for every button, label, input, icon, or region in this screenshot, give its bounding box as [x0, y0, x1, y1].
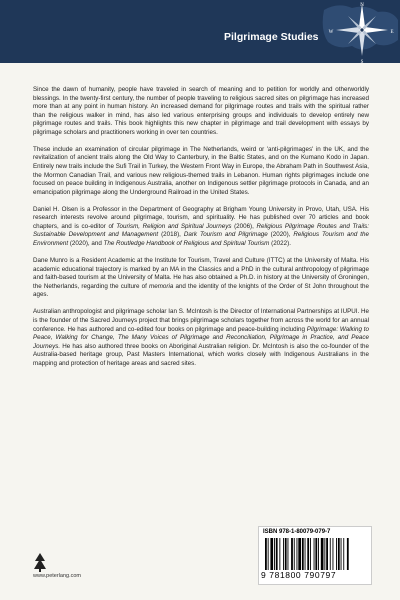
book-title: Dark Tourism and Pilgrimage — [183, 231, 268, 239]
blurb-paragraph-1: Since the dawn of humanity, people have traveled in search of meaning and to petition for worldly and otherworldly blessings. In the twenty-first century, the number of people traveling to religious sacred sites on pilgrimage has increased more than at any point in human history. An increased demand for pilgrimage routes and trails with the spiritual rather than the religious walker in mind, has also led various enterprising groups and individuals to develop entirely new pilgrimage routes and trails. This book highlights this new chapter in pilgrimage and trail development with essays by pilgrimage scholars and practitioners working in over ten countries. — [33, 86, 369, 136]
barcode-bar — [274, 538, 275, 570]
barcode-bar — [297, 538, 298, 570]
barcode-bar — [338, 538, 340, 570]
bio-munro-text: Dane Munro is a Resident Academic at the Institute for Tourism, Travel and Culture (ITTC) at the University of Malta. His academic educational trajectory is marked by an MA in the Classics and a PhD in the cultural anthropology of pilgrimage and faith-based tourism at the University of Malta. He has also obtained a Ph.D. in history at the University of Groningen, the Netherlands, regarding the culture of — [33, 257, 369, 290]
bio-mcintosh — [33, 308, 369, 368]
barcode-bar — [326, 538, 328, 570]
bio-mcintosh-text: Australian anthropologist and pilgrimage scholar Ian S. McIntosh is the Director of International Partnerships at IUPUI. He is the founder of the Sacred Journeys project that brings pilgrimage scholars together from across the world for an annual conference. He has authored and co-edited four books on pilgrimage and peace-building including — [33, 308, 369, 333]
series-header-bar — [0, 0, 400, 63]
barcode-bar — [270, 538, 273, 570]
barcode-bar — [324, 538, 325, 570]
compass-rose-icon — [318, 0, 400, 68]
barcode-bar — [285, 538, 287, 570]
barcode-bars — [265, 538, 365, 570]
mcintosh-book-titles: Pilgrimage: Walking to Peace, Walking for Change, The Many Voices of Pilgrimage and Reconciliation, Pilgrimage in Practice, and Peace Journeys. — [33, 325, 369, 350]
bio-olsen-intro: Daniel H. Olsen is a Professor in the Department of Geography at Brigham Young University in Provo, Utah, USA. His research interests revolve around pilgrimage, tourism, and spirituality. He has published over 70 articles and book chapters, and is co-editor of — [33, 205, 369, 230]
barcode-bar — [341, 538, 342, 570]
book-year: (2020), — [267, 231, 294, 239]
book-title: Religious Tourism and the Environment — [33, 231, 369, 247]
publisher-block — [33, 552, 133, 579]
book-title: Tourism, Religion and Spiritual Journeys — [116, 222, 232, 230]
barcode-bar — [294, 538, 295, 570]
bio-olsen — [33, 206, 369, 249]
barcode-bar — [302, 538, 304, 570]
bio-mcintosh-text-end: He has also authored three books on Aboriginal Australian religion. Dr. McIntosh is also the co-founder of the Australia-based heritage group, Past Masters International, which works closely with Indigenous Australians in the mapping and protection of heritage areas and sacred sites. — [33, 342, 369, 367]
book-year: (2006), — [231, 222, 257, 230]
compass-south-label: S — [360, 60, 364, 65]
barcode-bar — [288, 538, 289, 570]
bio-munro — [33, 257, 369, 300]
barcode-bar — [318, 538, 319, 570]
barcode-bar — [291, 538, 293, 570]
blurb-paragraph-2: These include an examination of circular pilgrimage in The Netherlands, weird or 'anti-pilgrimages' in the UK, and the revitalization of ancient trails along the Old Way to Canterbury, in the Baltic States, and on the Kumano Kodo in Japan. Entirely new trails include the Sufi Trail in Turkey, the Western Front Way in Europe, the Abraham Path in Southwest Asia, the Mormon Canadian Trail, and various new religious-themed trails in Lebanon. Human rights pilgrimages include one focused on peace building in Indigenous Australia, another on Indigenous settler pilgrimage protocols in Canada, and an emancipation pilgrimage along the Underground Railroad in the United States. — [33, 145, 369, 196]
barcode-bar — [268, 538, 269, 570]
barcode-bar — [333, 538, 334, 570]
barcode-bar — [315, 538, 317, 570]
publisher-url[interactable]: www.peterlang.com — [33, 573, 81, 579]
back-cover-text — [33, 86, 369, 377]
memoria-term: memoria — [149, 282, 174, 290]
compass-north-label: N — [360, 3, 364, 8]
barcode-bar — [347, 538, 349, 570]
book-title: The Routledge Handbook of Religious and Spiritual Tourism — [103, 239, 270, 247]
barcode-bar — [336, 538, 337, 570]
barcode-bar — [343, 538, 344, 570]
peter-lang-logo-icon — [33, 552, 47, 572]
barcode-bar — [305, 538, 306, 570]
barcode-bar — [283, 538, 284, 570]
compass-east-label: E — [390, 30, 394, 35]
book-year: (2020), and — [68, 239, 104, 247]
isbn-barcode — [258, 526, 372, 585]
series-title: Pilgrimage Studies — [224, 31, 319, 43]
barcode-bar — [279, 538, 280, 570]
barcode-bar — [330, 538, 331, 570]
barcode-bar — [314, 538, 315, 570]
book-title: Religious Pilgrimage Routes and Trails: Sustainable Development and Management — [33, 222, 369, 239]
barcode-bar — [307, 538, 309, 570]
compass-west-label: W — [328, 30, 334, 35]
book-year: (2022). — [269, 239, 291, 247]
bio-munro-text-end: and the identity of the knights of the Order of St John throughout the ages. — [33, 282, 369, 299]
barcode-bar — [310, 538, 311, 570]
barcode-bar — [321, 538, 324, 570]
barcode-bar — [265, 538, 267, 570]
book-year: (2018), — [158, 231, 184, 239]
barcode-bar — [276, 538, 278, 570]
barcode-bar — [298, 538, 301, 570]
isbn-label: ISBN 978-1-80079-079-7 — [263, 529, 331, 535]
barcode-digits: 9 781800 790797 — [261, 570, 337, 580]
